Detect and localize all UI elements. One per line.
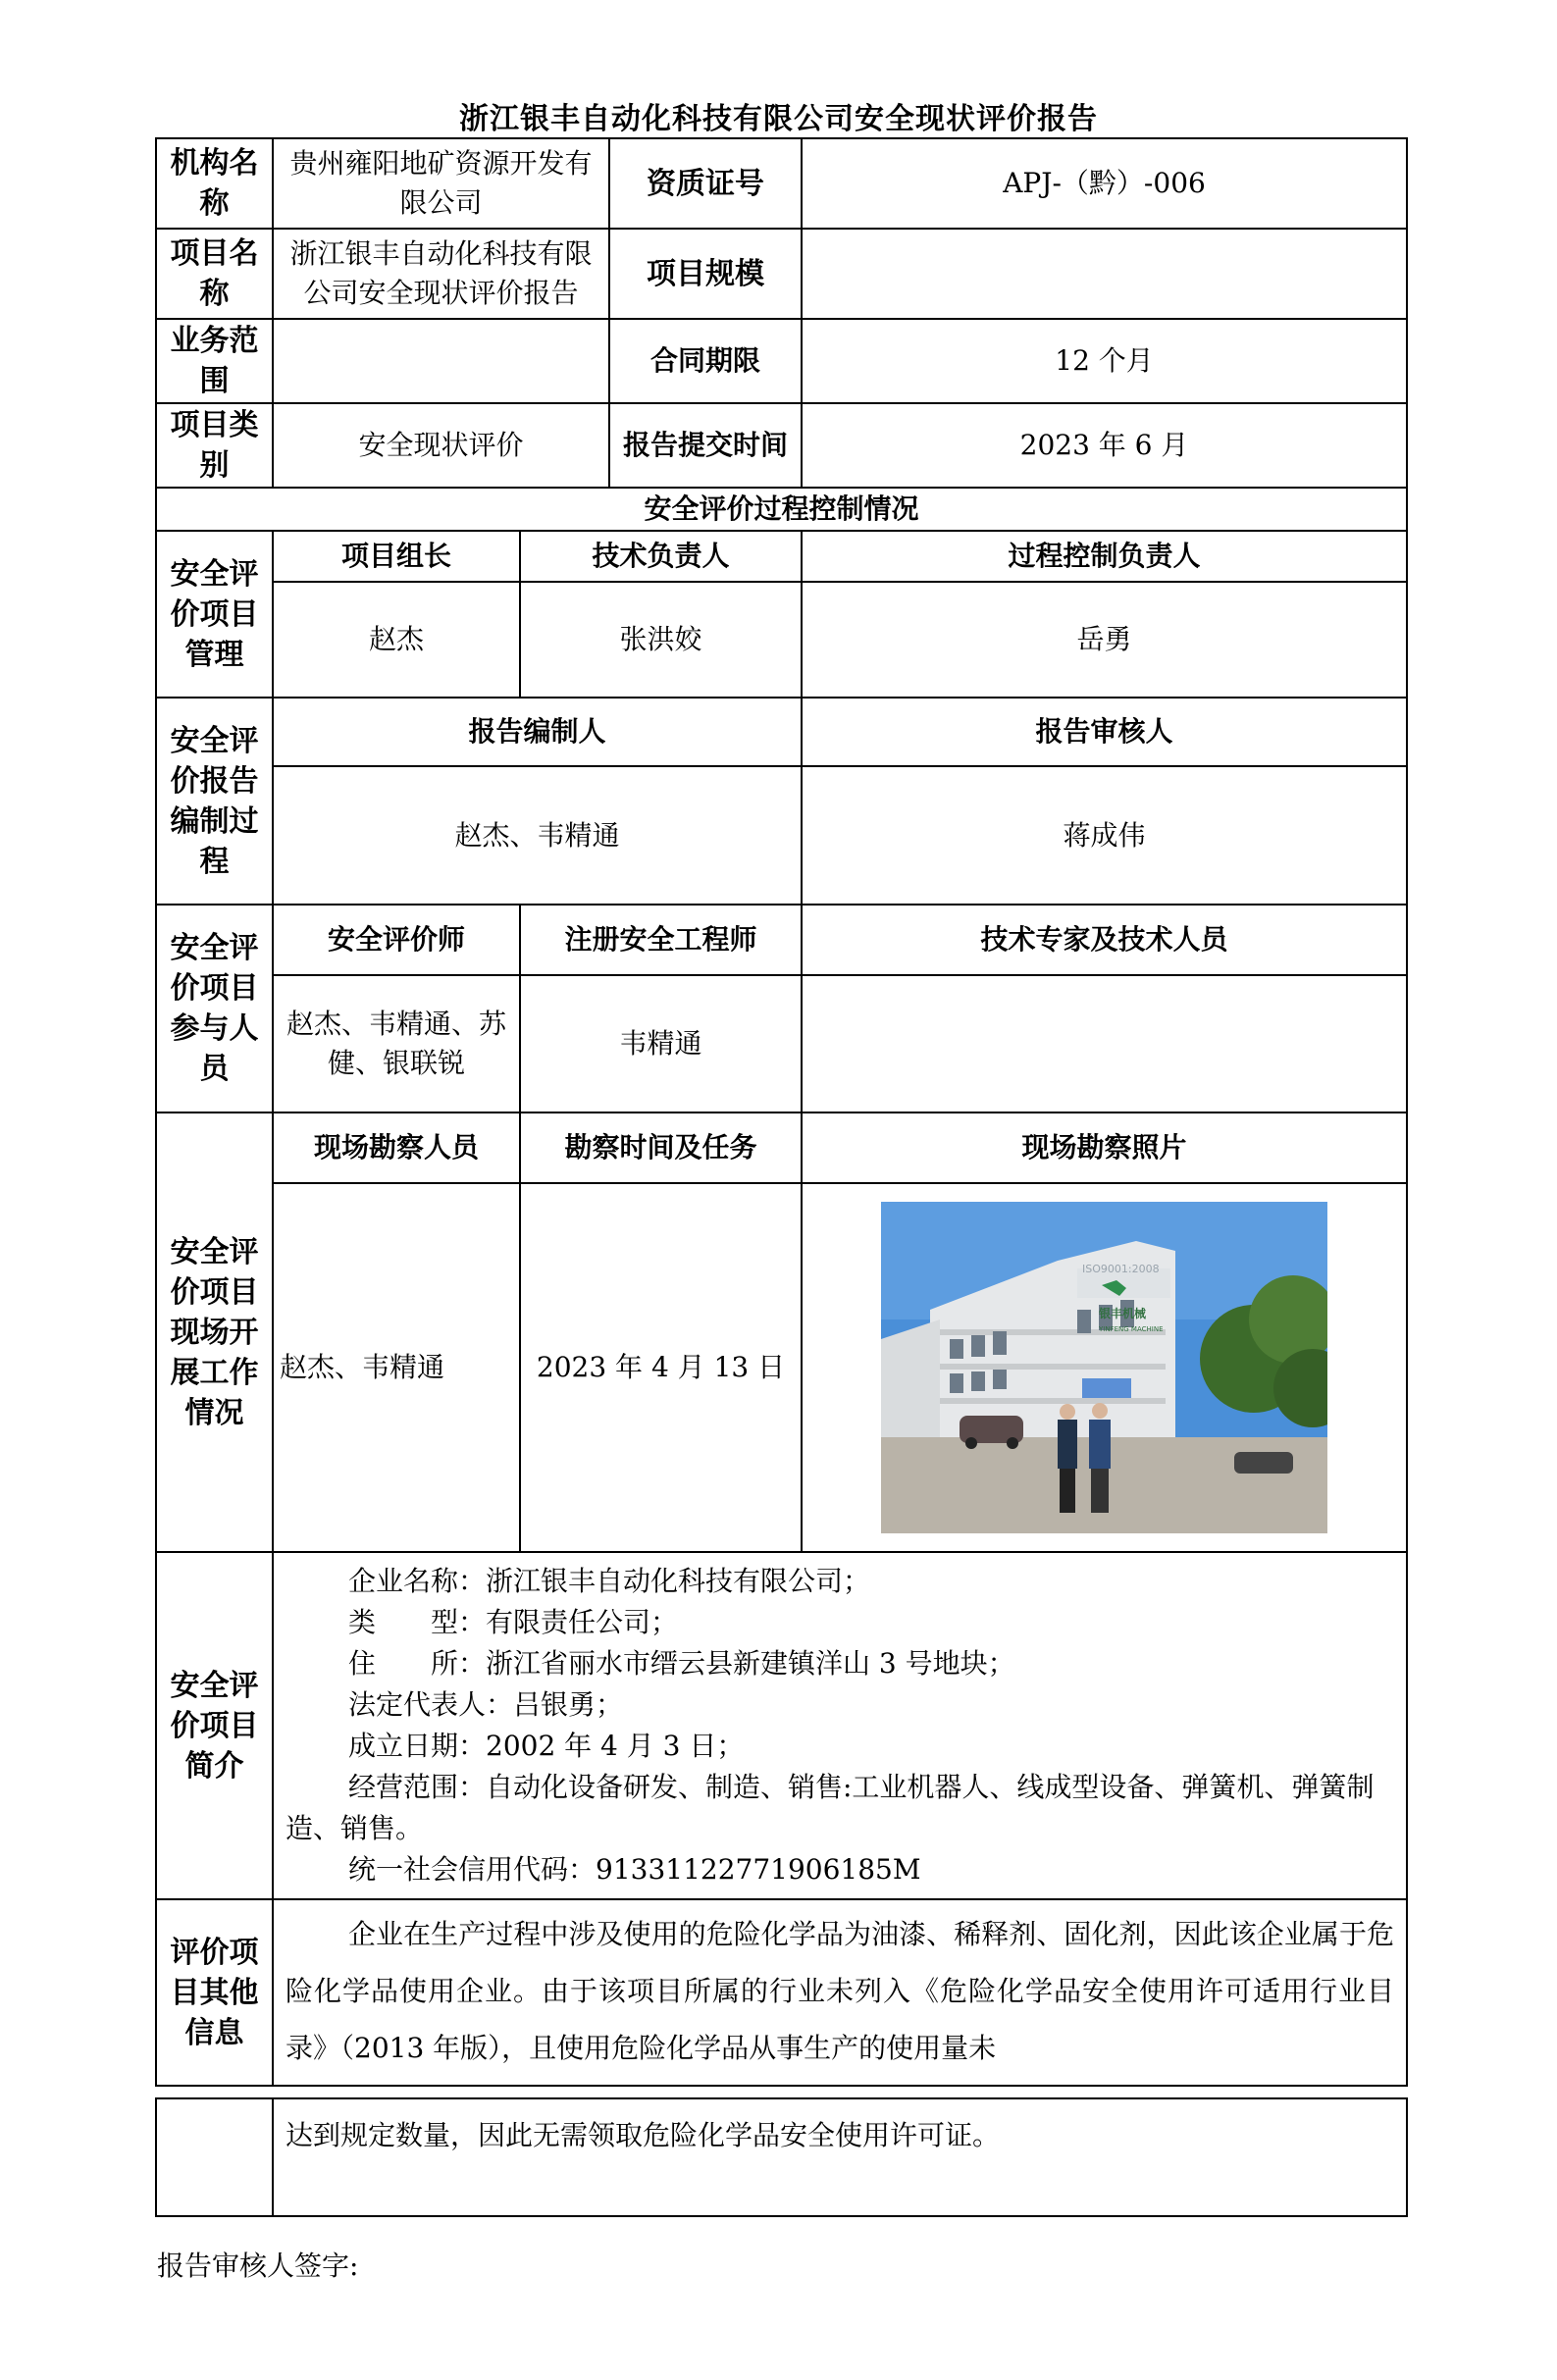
- org-label: 机构名称: [156, 138, 273, 229]
- submit-time-value: 2023 年 6 月: [802, 403, 1407, 488]
- process-control-value: 岳勇: [802, 582, 1407, 698]
- submit-time-label: 报告提交时间: [609, 403, 802, 488]
- evaluator-header: 安全评价师: [273, 905, 520, 975]
- project-type-value: 安全现状评价: [273, 403, 609, 488]
- intro-line: 类 型：有限责任公司；: [348, 1606, 679, 1638]
- project-type-label: 项目类别: [156, 403, 273, 488]
- intro-line: 经营范围：自动化设备研发、制造、销售:工业机器人、线成型设备、弹簧机、弹簧制造、销售。: [285, 1771, 1375, 1844]
- survey-photo-header: 现场勘察照片: [802, 1112, 1407, 1183]
- other-info-text: 企业在生产过程中涉及使用的危险化学品为油漆、稀释剂、固化剂，因此该企业属于危险化学品使用企业。由于该项目所属的行业未列入《危险化学品安全使用许可适用行业目录》（2013 年版），且使用危险化学品从事生产的使用量未: [273, 1899, 1407, 2086]
- project-name-label: 项目名称: [156, 229, 273, 319]
- intro-label: 安全评价项目简介: [156, 1552, 273, 1899]
- compile-label: 安全评价报告编制过程: [156, 698, 273, 905]
- engineer-value: 韦精通: [520, 975, 802, 1112]
- intro-line: 统一社会信用代码：91331122771906185M: [348, 1853, 921, 1886]
- person-right: [1089, 1420, 1111, 1469]
- staff-label: 安全评价项目参与人员: [156, 905, 273, 1112]
- contract-term-value: 12 个月: [802, 319, 1407, 403]
- site-survey-photo: [881, 1202, 1327, 1533]
- engineer-header: 注册安全工程师: [520, 905, 802, 975]
- team-leader-header: 项目组长: [273, 531, 520, 582]
- document-title: 浙江银丰自动化科技有限公司安全现状评价报告: [459, 102, 1098, 136]
- company-sign-sub: YINFENG MACHINE: [1099, 1325, 1164, 1333]
- reviewer-signature-label: 报告审核人签字:: [157, 2250, 359, 2282]
- intro-line: 企业名称：浙江银丰自动化科技有限公司；: [348, 1565, 871, 1597]
- scope-label: 业务范围: [156, 319, 273, 403]
- section-header: 安全评价过程控制情况: [156, 488, 1407, 531]
- contract-term-label: 合同期限: [609, 319, 802, 403]
- intro-line: 法定代表人：吕银勇；: [348, 1688, 624, 1721]
- other-info-label: 评价项目其他信息: [156, 1899, 273, 2086]
- project-scale-label: 项目规模: [609, 229, 802, 319]
- intro-line: 成立日期：2002 年 4 月 3 日；: [348, 1730, 745, 1762]
- cert-label: 资质证号: [609, 138, 802, 229]
- survey-time-header: 勘察时间及任务: [520, 1112, 802, 1183]
- surveyors-value: 赵杰、韦精通: [273, 1183, 520, 1552]
- tech-lead-value: 张洪姣: [520, 582, 802, 698]
- report-author-header: 报告编制人: [273, 698, 802, 766]
- continued-table: [155, 2097, 1408, 2217]
- continued-label-cell: [156, 2098, 273, 2216]
- cert-value: APJ-（黔）-006: [802, 138, 1407, 229]
- scooters: [1234, 1452, 1293, 1474]
- site-work-label: 安全评价项目现场开展工作情况: [156, 1112, 273, 1552]
- company-sign: 银丰机械: [1099, 1307, 1147, 1320]
- survey-time-value: 2023 年 4 月 13 日: [520, 1183, 802, 1552]
- blue-sign: [1082, 1378, 1131, 1398]
- surveyors-header: 现场勘察人员: [273, 1112, 520, 1183]
- intro-content: [273, 1552, 1407, 1899]
- iso-sign: ISO9001:2008: [1082, 1263, 1160, 1275]
- team-leader-value: 赵杰: [273, 582, 520, 698]
- person-left: [1058, 1420, 1077, 1469]
- management-label: 安全评价项目管理: [156, 531, 273, 698]
- scope-value: [273, 319, 609, 403]
- tech-lead-header: 技术负责人: [520, 531, 802, 582]
- process-control-header: 过程控制负责人: [802, 531, 1407, 582]
- project-scale-value: [802, 229, 1407, 319]
- project-name-value: 浙江银丰自动化科技有限公司安全现状评价报告: [273, 229, 609, 319]
- intro-line: 住 所：浙江省丽水市缙云县新建镇洋山 3 号地块；: [348, 1647, 1015, 1680]
- org-value: 贵州雍阳地矿资源开发有限公司: [273, 138, 609, 229]
- experts-value: [802, 975, 1407, 1112]
- evaluation-table: [155, 137, 1408, 2087]
- evaluator-value: 赵杰、韦精通、苏健、银联锐: [273, 975, 520, 1112]
- experts-header: 技术专家及技术人员: [802, 905, 1407, 975]
- report-author-value: 赵杰、韦精通: [273, 766, 802, 905]
- report-reviewer-header: 报告审核人: [802, 698, 1407, 766]
- other-info-continued: 达到规定数量，因此无需领取危险化学品安全使用许可证。: [273, 2098, 1407, 2216]
- survey-photo-cell: [802, 1183, 1407, 1552]
- report-reviewer-value: 蒋成伟: [802, 766, 1407, 905]
